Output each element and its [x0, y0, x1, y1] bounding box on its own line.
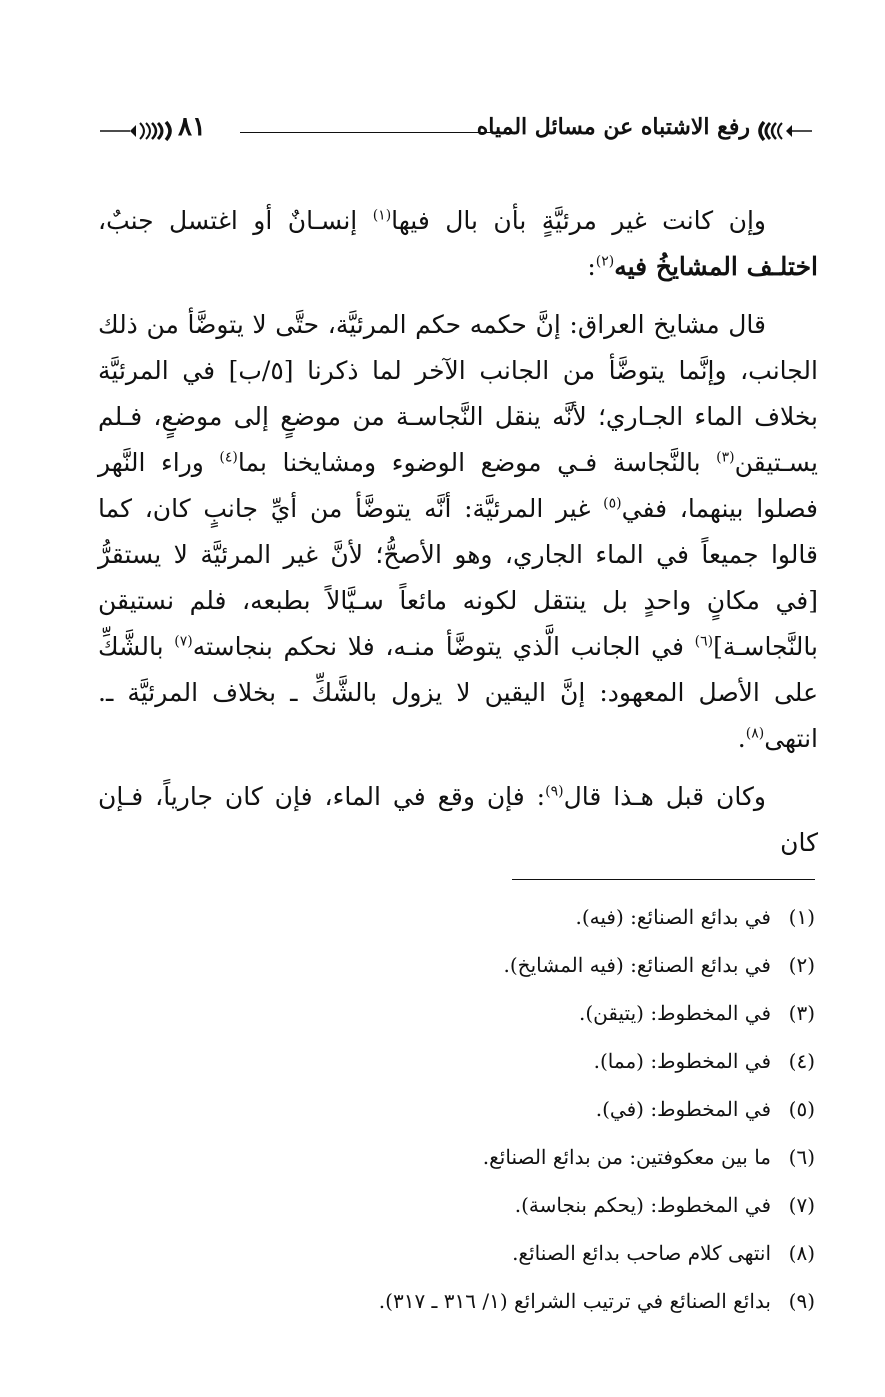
footnote-item: [75, 1277, 815, 1325]
footnote-text: في المخطوط: (في).: [595, 1097, 771, 1121]
footnote-ref-8[interactable]: (٨): [745, 725, 765, 742]
footnote-ref-2[interactable]: (٢): [595, 253, 615, 270]
text-segment: .: [737, 724, 746, 753]
footnote-text: بدائع الصنائع في ترتيب الشرائع (١/ ٣١٦ ـ ٣١٧).: [378, 1289, 771, 1313]
text-segment: : فإن وقع في الماء، فإن كان جارياً، فـإن كان: [98, 782, 818, 857]
text-segment: إنسـانٌ أو اغتسل جنبٌ،: [98, 206, 373, 235]
footnote-ref-7[interactable]: (٧): [174, 633, 193, 650]
text-segment: بالشَّكِّ على الأصل المعهود: إنَّ اليقين لا يزول بالشَّكِّ ـ بخلاف المرئيَّة ـ. انتهى: [98, 632, 818, 753]
running-header: [100, 112, 812, 148]
footnote-text: في المخطوط: (يتيقن).: [579, 1001, 771, 1025]
footnote-number: (٦): [788, 1145, 815, 1169]
footnote-text: في المخطوط: (يحكم بنجاسة).: [514, 1193, 771, 1217]
text-segment: في الجانب الَّذي يتوضَّأ منـه، فلا نحكم بنجاسته: [192, 632, 695, 661]
footnote-ref-6[interactable]: (٦): [694, 633, 714, 650]
footnote-ref-9[interactable]: (٩): [545, 783, 564, 800]
footnote-number: (١): [788, 905, 815, 929]
bold-phrase: اختلـف المشايخُ فيه: [614, 252, 818, 281]
footnote-ref-4[interactable]: (٤): [219, 449, 238, 466]
main-text: [98, 198, 818, 878]
footnote-number: (٢): [788, 953, 815, 977]
ornament-left-icon: [100, 120, 178, 142]
header-rule: [240, 132, 512, 133]
footnote-ref-3[interactable]: (٣): [716, 449, 735, 466]
footnote-item: [75, 1229, 815, 1277]
footnote-item: [75, 1085, 815, 1133]
footnote-number: (٥): [788, 1097, 815, 1121]
footnote-number: (٣): [788, 1001, 815, 1025]
footnotes-list: [75, 893, 815, 1325]
footnote-number: (٤): [788, 1049, 815, 1073]
footnote-text: ما بين معكوفتين: من بدائع الصنائع.: [482, 1145, 771, 1169]
footnote-ref-1[interactable]: (١): [372, 207, 392, 224]
text-segment: بالنَّجاسة فـي موضع الوضوء ومشايخنا بما: [237, 448, 717, 477]
footnote-text: في بدائع الصنائع: (فيه).: [575, 905, 771, 929]
running-title: رفع الاشتباه عن مسائل المياه: [476, 114, 750, 140]
text-segment: قال مشايخ العراق: إنَّ حكمه حكم المرئيَّة، حتَّى لا يتوضَّأ من ذلك الجانب، وإنَّما يتوضَّأ من الجانب الآخر لما ذكرنا [٥/ب] في المرئيَّة بخلاف الماء الجـاري؛ لأنَّه ينقل النَّجاسـة من موضعٍ إلى موضعٍ، فـلم يسـتيقن: [98, 310, 818, 477]
footnote-number: (٧): [788, 1193, 815, 1217]
footnote-separator: [512, 879, 815, 880]
footnote-item: [75, 941, 815, 989]
paragraph-1: [98, 198, 818, 290]
ornament-right-icon: [752, 120, 812, 142]
text-segment: وراء النَّهر فصلوا بينهما، ففي: [98, 448, 819, 523]
footnote-number: (٩): [788, 1289, 815, 1313]
footnote-item: [75, 893, 815, 941]
footnote-item: [75, 1133, 815, 1181]
text-segment: :: [587, 252, 596, 281]
text-segment: غير المرئيَّة: أنَّه يتوضَّأ من أيِّ جانبٍ كان، كما قالوا جميعاً في الماء الجاري، وهو الأصحُّ؛ لأنَّ غير المرئيَّة لا يستقرُّ [في مكانٍ واحدٍ بل ينتقل لكونه مائعاً سـيَّالاً بطبعه، فلم نستيقن بالنَّجاسـة]: [98, 494, 818, 661]
text-segment: وكان قبل هـذا قال: [563, 782, 766, 811]
paragraph-3: [98, 774, 818, 866]
text-segment: وإن كانت غير مرئيَّةٍ بأن بال فيها: [391, 206, 766, 235]
footnote-text: في المخطوط: (مما).: [593, 1049, 771, 1073]
footnote-text: انتهى كلام صاحب بدائع الصنائع.: [512, 1241, 771, 1265]
footnote-number: (٨): [788, 1241, 815, 1265]
footnote-item: [75, 1181, 815, 1229]
footnote-text: في بدائع الصنائع: (فيه المشايخ).: [503, 953, 771, 977]
page-number: ٨١: [178, 112, 206, 142]
footnote-ref-5[interactable]: (٥): [603, 495, 622, 512]
footnote-item: [75, 989, 815, 1037]
footnote-item: [75, 1037, 815, 1085]
paragraph-2: [98, 302, 818, 762]
